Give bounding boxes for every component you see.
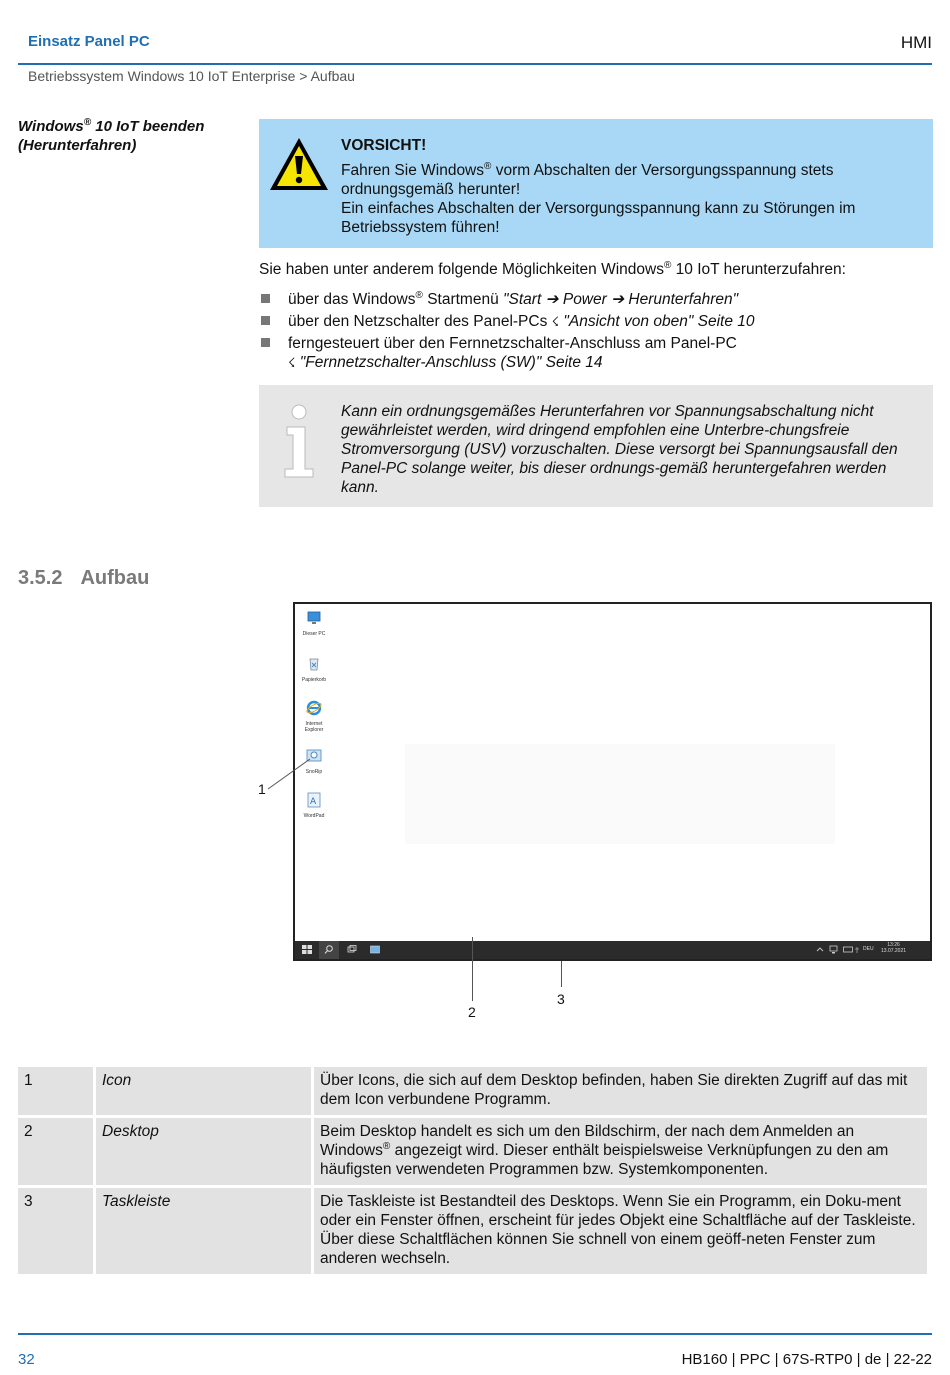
chevron-up-icon[interactable] xyxy=(815,945,825,954)
list-item xyxy=(259,290,933,309)
side-heading-windows: Windows xyxy=(18,118,84,135)
info-i-icon xyxy=(281,403,317,479)
legend-number: 2 xyxy=(18,1118,93,1185)
caution-text-b: vorm Abschalten der Versorgungsspannung stets ordnungsgemäß herunter! xyxy=(341,162,834,198)
page-number: 32 xyxy=(18,1351,35,1368)
desktop-icon-this-pc[interactable] xyxy=(301,610,327,637)
callout-3-leader xyxy=(561,961,562,987)
callout-2: 2 xyxy=(468,1004,476,1020)
bullet-square-icon xyxy=(261,316,270,325)
legend-description-a: Beim Desktop handelt es sich um den Bildschirm, der nach dem Anmelden an Windows xyxy=(320,1123,855,1159)
caution-text-2: Ein einfaches Abschalten der Versorgungsspannung kann zu Störungen im Betriebssystem führen! xyxy=(341,200,856,236)
side-heading-rest: 10 IoT beenden xyxy=(91,118,205,135)
info-box xyxy=(259,385,933,507)
list-item-text: Startmenü xyxy=(422,291,504,308)
callout-3: 3 xyxy=(557,991,565,1007)
legend-description xyxy=(314,1118,927,1185)
callout-1: 1 xyxy=(258,781,266,797)
windows-start-icon[interactable] xyxy=(302,945,312,954)
registered-mark: ® xyxy=(83,117,92,128)
table-row xyxy=(18,1118,927,1185)
desktop-icon-label: Papierkorb xyxy=(301,677,327,683)
caution-box xyxy=(259,119,933,248)
side-heading xyxy=(18,117,248,155)
list-item xyxy=(259,334,933,372)
footer-rule xyxy=(18,1333,932,1335)
registered-mark: ® xyxy=(382,1140,391,1152)
header-rule xyxy=(18,63,932,65)
snip-taskbar-icon[interactable] xyxy=(370,945,380,954)
bullet-square-icon xyxy=(261,294,270,303)
document-id: HB160 | PPC | 67S-RTP0 | de | 22-22 xyxy=(681,1351,932,1368)
volume-icon[interactable] xyxy=(851,945,861,954)
desktop-icon-recycle-bin[interactable] xyxy=(301,656,327,683)
desktop-icon-label: SnoRip xyxy=(305,769,323,775)
caution-text-a: Fahren Sie Windows xyxy=(341,162,485,179)
link-arrow-icon: ☇ xyxy=(288,355,296,370)
list-item-text: über das Windows xyxy=(288,291,416,308)
desktop-screenshot xyxy=(293,602,932,961)
callout-1-leader xyxy=(266,757,312,791)
desktop-icon-label: WordPad xyxy=(303,813,325,819)
header-title: Einsatz Panel PC xyxy=(28,33,150,50)
registered-mark: ® xyxy=(663,259,672,271)
legend-term: Taskleiste xyxy=(96,1188,311,1274)
legend-number: 3 xyxy=(18,1188,93,1274)
table-row xyxy=(18,1188,927,1274)
section-heading xyxy=(18,567,149,590)
section-number: 3.5.2 xyxy=(18,567,63,589)
link-arrow-icon: ☇ xyxy=(551,314,560,329)
desktop-background-area xyxy=(405,744,835,844)
menu-path: "Start ➔ Power ➔ Herunterfahren" xyxy=(503,291,739,308)
registered-mark: ® xyxy=(484,160,492,172)
side-heading-line2: (Herunterfahren) xyxy=(18,137,137,154)
taskbar[interactable] xyxy=(295,941,930,959)
desktop-icon-wordpad[interactable] xyxy=(301,792,327,819)
legend-description: Über Icons, die sich auf dem Desktop befinden, haben Sie direkten Zugriff auf das mit dem Icon verbundene Programm. xyxy=(314,1067,927,1115)
language-indicator[interactable]: DEU xyxy=(863,946,874,952)
header-section: HMI xyxy=(900,33,932,52)
registered-mark: ® xyxy=(415,289,423,301)
search-icon[interactable] xyxy=(324,945,334,954)
callout-2-leader xyxy=(472,937,473,1001)
list-item xyxy=(259,312,933,331)
legend-term: Desktop xyxy=(96,1118,311,1185)
legend-table xyxy=(15,1064,930,1277)
intro-text-a: Sie haben unter anderem folgende Möglichkeiten Windows xyxy=(259,261,664,278)
legend-term: Icon xyxy=(96,1067,311,1115)
desktop-icon-label: Internet Explorer xyxy=(304,721,324,733)
intro-text xyxy=(259,260,939,279)
info-text: Kann ein ordnungsgemäßes Herunterfahren vor Spannungsabschaltung nicht gewährleistet werden, wird dringend empfohlen eine Unterbre-chungsfreie Stromversorgung (USV) vorzuschalten. Diese versorgt bei Spannungsausfall den Panel-PC solange weiter, bis dieser ordnungs-gemäß heruntergefahren werden kann. xyxy=(341,403,898,496)
cross-reference-link[interactable]: "Ansicht von oben" Seite 10 xyxy=(563,313,755,330)
legend-description: Die Taskleiste ist Bestandteil des Desktops. Wenn Sie ein Programm, ein Doku-ment oder ein Fenster öffnen, erscheint für jedes Objekt eine Schaltfläche auf der Taskleiste. Über diese Schaltflächen können Sie schnell von einem geöff-neten Fenster zum anderen wechseln. xyxy=(314,1188,927,1274)
tray-time: 13:26 xyxy=(887,942,900,948)
computer-icon xyxy=(306,610,322,626)
network-icon[interactable] xyxy=(829,945,839,954)
recycle-bin-icon xyxy=(306,656,322,672)
legend-number: 1 xyxy=(18,1067,93,1115)
bullet-square-icon xyxy=(261,338,270,347)
wordpad-icon xyxy=(306,792,322,808)
desktop-icon-internet-explorer[interactable] xyxy=(301,700,327,733)
list-item-text: über den Netzschalter des Panel-PCs xyxy=(288,313,552,330)
internet-explorer-icon xyxy=(306,700,322,716)
shutdown-options-list xyxy=(259,290,933,375)
tray-date: 13.07.2021 xyxy=(881,948,907,954)
cross-reference-link[interactable]: "Fernnetzschalter-Anschluss (SW)" Seite 14 xyxy=(299,354,603,371)
table-row xyxy=(18,1067,927,1115)
svg-text:A: A xyxy=(310,797,317,807)
desktop-icon-label: Dieser PC xyxy=(302,631,326,637)
warning-triangle-icon xyxy=(268,136,330,192)
caution-title: VORSICHT! xyxy=(341,137,427,154)
caution-text xyxy=(341,161,921,237)
task-view-icon[interactable] xyxy=(347,945,357,954)
tray-clock[interactable] xyxy=(881,942,906,954)
intro-text-b: 10 IoT herunterzufahren: xyxy=(671,261,846,278)
list-item-text: ferngesteuert über den Fernnetzschalter-Anschluss am Panel-PC xyxy=(288,335,737,352)
section-title: Aufbau xyxy=(80,567,150,589)
legend-description-b: angezeigt wird. Dieser enthält beispielsweise Verknüpfungen zu den am häufigsten verwendeten Programmen bzw. Systemkomponenten. xyxy=(320,1142,889,1178)
breadcrumb: Betriebssystem Windows 10 IoT Enterprise > Aufbau xyxy=(28,68,355,84)
